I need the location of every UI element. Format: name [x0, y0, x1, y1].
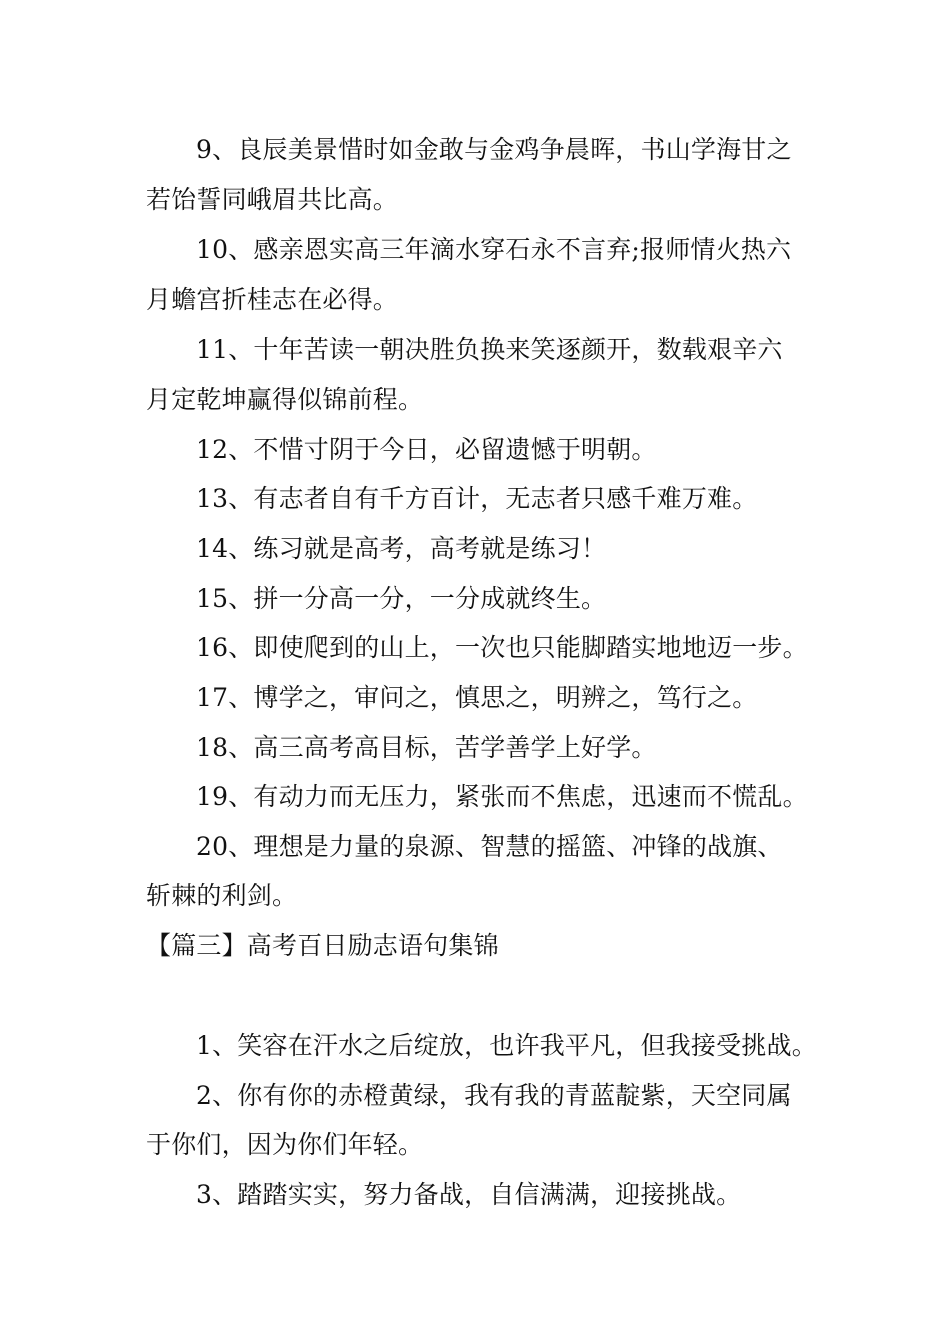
item-18: 18、高三高考高目标，苦学善学上好学。 [196, 733, 657, 762]
item-20-line-1: 20、理想是力量的泉源、智慧的摇篮、冲锋的战旗、 [196, 832, 783, 861]
item-11-line-2: 月定乾坤赢得似锦前程。 [146, 385, 424, 414]
item-14: 14、练习就是高考，高考就是练习！ [196, 534, 607, 563]
item-9-line-2: 若饴誓同峨眉共比高。 [146, 185, 399, 214]
item-15: 15、拼一分高一分，一分成就终生。 [196, 584, 607, 613]
item-11-line-1: 11、十年苦读一朝决胜负换来笑逐颜开，数载艰辛六 [196, 335, 783, 364]
section3-item-2-line-2: 于你们，因为你们年轻。 [146, 1130, 424, 1159]
item-10-line-2: 月蟾宫折桂志在必得。 [146, 285, 399, 314]
item-10-line-1: 10、感亲恩实高三年滴水穿石永不言弃;报师情火热六 [196, 235, 792, 264]
section3-item-2-line-1: 2、你有你的赤橙黄绿，我有我的青蓝靛紫，天空同属 [196, 1081, 792, 1110]
item-12: 12、不惜寸阴于今日，必留遗憾于明朝。 [196, 435, 657, 464]
section3-item-3: 3、踏踏实实，努力备战，自信满满，迎接挑战。 [196, 1180, 742, 1209]
item-19: 19、有动力而无压力，紧张而不焦虑，迅速而不慌乱。 [196, 782, 808, 811]
section3-item-1: 1、笑容在汗水之后绽放，也许我平凡，但我接受挑战。 [196, 1031, 817, 1060]
item-13: 13、有志者自有千方百计，无志者只感千难万难。 [196, 484, 758, 513]
section-heading: 【篇三】高考百日励志语句集锦 [146, 931, 499, 960]
item-9-line-1: 9、良辰美景惜时如金敢与金鸡争晨晖，书山学海甘之 [196, 135, 792, 164]
item-20-line-2: 斩棘的利剑。 [146, 881, 298, 910]
item-16: 16、即使爬到的山上，一次也只能脚踏实地地迈一步。 [196, 633, 808, 662]
item-17: 17、博学之，审问之，慎思之，明辨之，笃行之。 [196, 683, 758, 712]
